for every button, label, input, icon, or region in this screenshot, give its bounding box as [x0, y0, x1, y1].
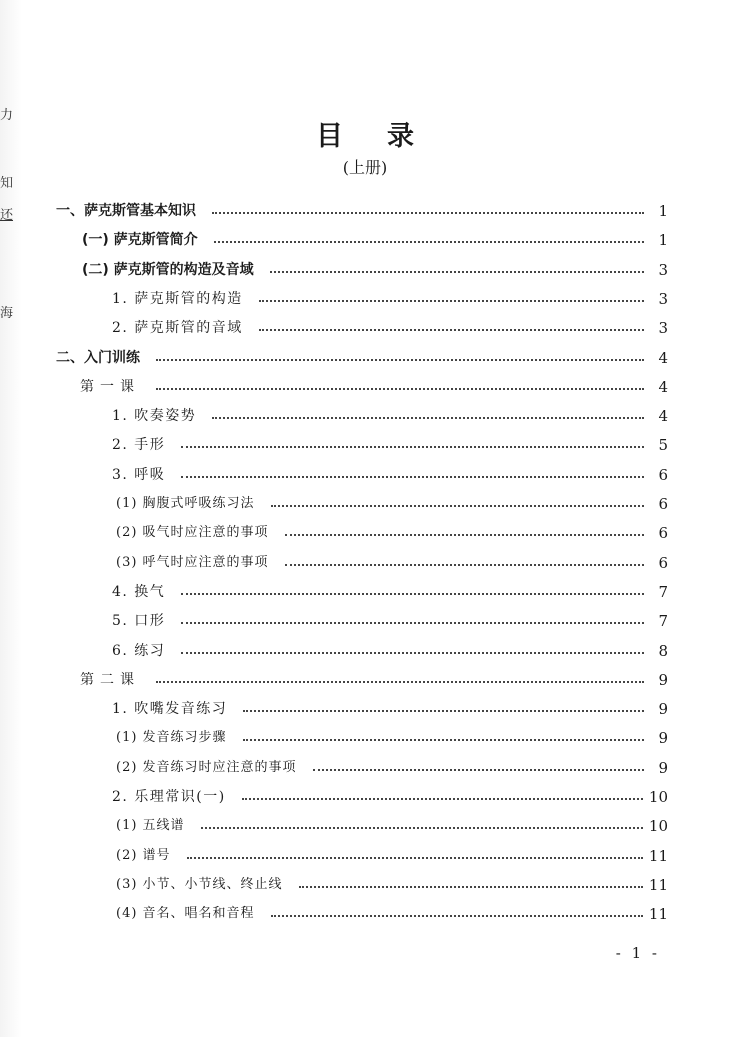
dot-leader	[259, 300, 644, 302]
toc-entry-page-number: 11	[648, 905, 668, 923]
dot-leader	[181, 476, 644, 478]
toc-entry-label: 4. 换气	[112, 584, 166, 600]
dot-leader	[285, 534, 644, 536]
toc-entry-label: 6. 练习	[112, 643, 166, 659]
toc-entry-label: (1) 五线谱	[116, 818, 185, 833]
toc-entry-page-number: 9	[658, 700, 668, 718]
toc-entry[interactable]	[116, 491, 668, 517]
dot-leader	[212, 212, 644, 214]
toc-entry-page-number: 10	[648, 788, 668, 806]
toc-entry[interactable]	[112, 462, 668, 488]
toc-entry-label: (2) 发音练习时应注意的事项	[116, 760, 297, 775]
toc-entry[interactable]	[112, 784, 668, 810]
toc-entry-label: 1. 萨克斯管的构造	[112, 291, 243, 307]
page-title: 目录	[316, 121, 458, 152]
toc-entry-page-number: 1	[658, 202, 668, 220]
toc-entry[interactable]	[112, 403, 668, 429]
dot-leader	[212, 417, 644, 419]
dot-leader	[243, 710, 644, 712]
toc-entry[interactable]	[116, 813, 668, 839]
toc-entry-page-number: 7	[658, 583, 668, 601]
dot-leader	[214, 241, 644, 243]
toc-entry[interactable]	[116, 872, 668, 898]
toc-entry[interactable]	[112, 608, 668, 634]
toc-entry-page-number: 6	[658, 495, 668, 513]
toc-entry-page-number: 6	[658, 524, 668, 542]
toc-entry-page-number: 9	[658, 671, 668, 689]
toc-entry[interactable]	[112, 286, 668, 312]
toc-entry-label: (1) 胸腹式呼吸练习法	[116, 496, 255, 511]
toc-entry[interactable]	[80, 374, 668, 400]
fragment-text: 海	[0, 306, 14, 321]
toc-entry-label: 二、入门训练	[56, 350, 140, 366]
toc-entry-page-number: 4	[658, 378, 668, 396]
toc-entry-label: 第一课	[80, 379, 140, 395]
fragment-text: 知	[0, 176, 14, 191]
fragment-text: 力	[0, 108, 14, 123]
toc-entry[interactable]	[80, 667, 668, 693]
dot-leader	[271, 505, 644, 507]
dot-leader	[181, 446, 644, 448]
toc-entry-page-number: 11	[648, 847, 668, 865]
toc-entry-page-number: 3	[658, 261, 668, 279]
toc-entry-page-number: 4	[658, 407, 668, 425]
toc-entry[interactable]	[82, 227, 668, 253]
dot-leader	[299, 886, 643, 888]
toc-entry-label: (3) 小节、小节线、终止线	[116, 877, 283, 892]
dot-leader	[156, 359, 644, 361]
dot-leader	[201, 827, 643, 829]
toc-entry-label: 2. 萨克斯管的音域	[112, 320, 243, 336]
toc-entry[interactable]	[112, 638, 668, 664]
toc-entry-page-number: 5	[658, 436, 668, 454]
toc-entry-label: 5. 口形	[112, 613, 166, 629]
toc-entry[interactable]	[56, 198, 668, 224]
toc-entry[interactable]	[112, 579, 668, 605]
toc-entry-page-number: 9	[658, 759, 668, 777]
toc-entry-page-number: 10	[648, 817, 668, 835]
dot-leader	[270, 271, 644, 273]
toc-entry[interactable]	[112, 432, 668, 458]
toc-entry-label: 1. 吹奏姿势	[112, 408, 197, 424]
dot-leader	[181, 622, 644, 624]
fragment-text: 还	[0, 208, 14, 223]
dot-leader	[181, 652, 644, 654]
page-number-footer: - 1 -	[615, 944, 660, 962]
dot-leader	[243, 739, 644, 741]
dot-leader	[156, 681, 644, 683]
toc-entry-label: (1) 发音练习步骤	[116, 730, 227, 745]
toc-entry-page-number: 6	[658, 466, 668, 484]
toc-entry[interactable]	[112, 315, 668, 341]
toc-entry[interactable]	[116, 843, 668, 869]
toc-entry[interactable]	[116, 755, 668, 781]
toc-entry-label: 2. 乐理常识(一)	[112, 789, 226, 805]
toc-entry-label: 第二课	[80, 672, 140, 688]
toc-entry[interactable]	[116, 550, 668, 576]
toc-entry-label: 2. 手形	[112, 437, 166, 453]
toc-entry-label: (3) 呼气时应注意的事项	[116, 555, 269, 570]
dot-leader	[181, 593, 644, 595]
toc-entry-label: (2) 谱号	[116, 848, 171, 863]
toc-entry[interactable]	[116, 520, 668, 546]
toc-entry[interactable]	[116, 901, 668, 927]
toc-entry-page-number: 4	[658, 349, 668, 367]
toc-entry[interactable]	[82, 257, 668, 283]
toc-entry-page-number: 9	[658, 729, 668, 747]
toc-entry-label: (4) 音名、唱名和音程	[116, 906, 255, 921]
toc-entry-label: (二) 萨克斯管的构造及音域	[82, 262, 254, 278]
toc-entry-label: (一) 萨克斯管简介	[82, 232, 198, 248]
dot-leader	[259, 329, 644, 331]
toc-entry-page-number: 11	[648, 876, 668, 894]
toc-entry-page-number: 1	[658, 231, 668, 249]
dot-leader	[285, 564, 644, 566]
dot-leader	[313, 769, 644, 771]
toc-entry[interactable]	[112, 696, 668, 722]
toc-entry[interactable]	[56, 345, 668, 371]
toc-entry-label: 一、萨克斯管基本知识	[56, 203, 196, 219]
dot-leader	[156, 388, 644, 390]
page-subtitle: (上册)	[342, 158, 388, 177]
toc-entry-page-number: 7	[658, 612, 668, 630]
toc-entry-page-number: 8	[658, 642, 668, 660]
toc-entry[interactable]	[116, 725, 668, 751]
toc-entry-page-number: 3	[658, 319, 668, 337]
toc-entry-label: 1. 吹嘴发音练习	[112, 701, 228, 717]
toc-entry-label: 3. 呼吸	[112, 467, 166, 483]
toc-entry-page-number: 3	[658, 290, 668, 308]
dot-leader	[187, 857, 643, 859]
toc-entry-label: (2) 吸气时应注意的事项	[116, 525, 269, 540]
dot-leader	[271, 915, 643, 917]
toc-entry-page-number: 6	[658, 554, 668, 572]
dot-leader	[242, 798, 643, 800]
